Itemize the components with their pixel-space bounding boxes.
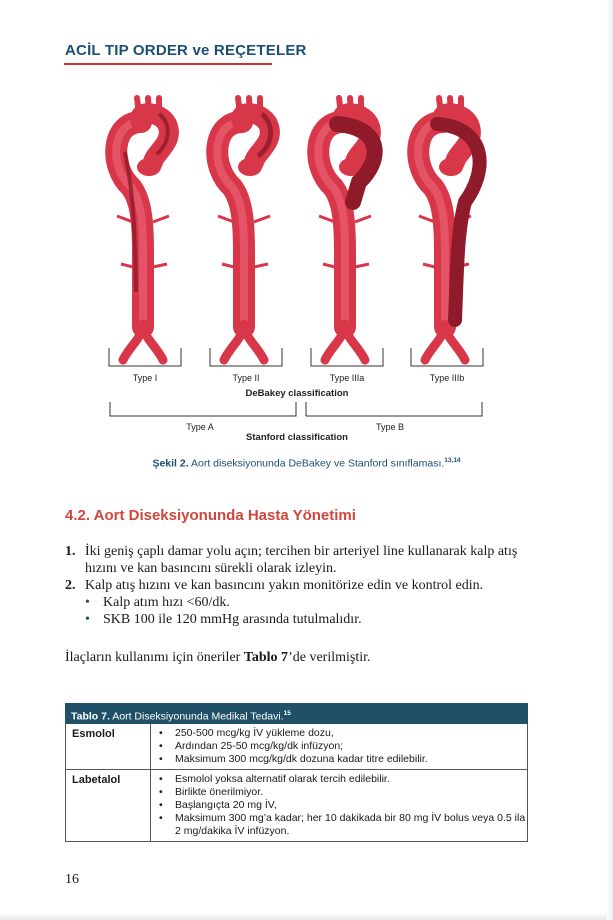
drug-items (151, 770, 527, 841)
sub-item-text: Kalp atım hızı <60/dk. (103, 595, 230, 610)
step-item (65, 577, 545, 594)
table-reference-paragraph (65, 650, 371, 666)
step-number: 2. (65, 578, 76, 593)
aorta-illustration (100, 92, 500, 450)
stanford-type-a: Type A (186, 422, 214, 432)
drug-items (151, 724, 527, 769)
aorta-classification-figure (100, 92, 500, 450)
caption-refs: 13,14 (444, 457, 461, 464)
page-edge-shadow-right (607, 0, 613, 920)
page-number: 16 (65, 872, 79, 887)
list-item: • Başlangıçta 20 mg İV, (159, 799, 277, 811)
paragraph-text: İlaçların kullanımı için öneriler (65, 650, 244, 665)
paragraph-text-end: ’de verilmiştir. (288, 650, 371, 665)
stanford-bracket-b (306, 402, 482, 416)
type-label-3: Type IIIa (329, 373, 365, 383)
list-item: • Birlikte önerilmiyor. (159, 786, 264, 798)
drug-name: Labetalol (66, 770, 151, 841)
sub-item-text: SKB 100 ile 120 mmHg arasında tutulmalıdır. (103, 612, 362, 627)
paragraph-bold: Tablo 7 (243, 650, 289, 665)
type-label-4: Type IIIb (429, 373, 465, 383)
page-edge-shadow (0, 912, 613, 920)
table-label: Tablo 7. (71, 710, 110, 723)
list-item: • Esmolol yoksa alternatif olarak tercih edilebilir. (159, 773, 390, 785)
stanford-bracket-a (110, 402, 296, 416)
table-row (65, 770, 528, 842)
aorta-type-3 (318, 98, 374, 360)
header-rule (64, 63, 272, 65)
list-item: • 250-500 mcg/kg İV yükleme dozu, (159, 727, 334, 739)
table-title: Aort Diseksiyonunda Medikal Tedavi. (109, 710, 284, 723)
aorta-type-2 (217, 98, 270, 360)
table-row (65, 724, 528, 770)
drug-name: Esmolol (66, 724, 151, 769)
step-item (65, 543, 545, 577)
section-title: 4.2. Aort Diseksiyonunda Hasta Yönetimi (65, 507, 356, 524)
aorta-type-1 (116, 98, 169, 360)
running-header: ACİL TIP ORDER ve REÇETELER (65, 42, 307, 59)
debakey-label: DeBakey classification (245, 388, 349, 399)
stanford-label: Stanford classification (246, 432, 348, 443)
table-ref: 15 (283, 710, 291, 717)
bullet-icon: • (85, 595, 90, 610)
step-number: 1. (65, 544, 76, 559)
list-item: • Maksimum 300 mg’a kadar; her 10 dakikada bir 80 mg İV bolus veya 0.5 ila 2 mg/dakika İV infüzyon. (159, 812, 526, 837)
step-text: İki geniş çaplı damar yolu açın; tercihen bir arteriyel line kullanarak kalp atış hızını ve kan basıncını sürekli olarak izleyin. (85, 544, 518, 576)
list-item: • Maksimum 300 mcg/kg/dk dozuna kadar titre edilebilir. (159, 753, 428, 765)
aorta-type-4 (418, 98, 479, 360)
step-text: Kalp atış hızını ve kan basıncını yakın monitörize edin ve kontrol edin. (85, 578, 484, 593)
figure-caption (0, 457, 613, 470)
caption-label: Şekil 2. (152, 457, 189, 470)
list-item: • Ardından 25-50 mcg/kg/dk infüzyon; (159, 740, 344, 752)
type-label-1: Type I (132, 373, 158, 383)
table-header (65, 703, 528, 724)
management-steps (65, 543, 545, 628)
sub-item (65, 594, 545, 611)
type-label-2: Type II (232, 373, 260, 383)
sub-item (65, 611, 545, 628)
caption-text: Aort diseksiyonunda DeBakey ve Stanford sınıflaması. (188, 457, 445, 470)
medical-treatment-table (65, 703, 528, 842)
stanford-type-b: Type B (375, 422, 405, 432)
bullet-icon: • (85, 612, 90, 627)
